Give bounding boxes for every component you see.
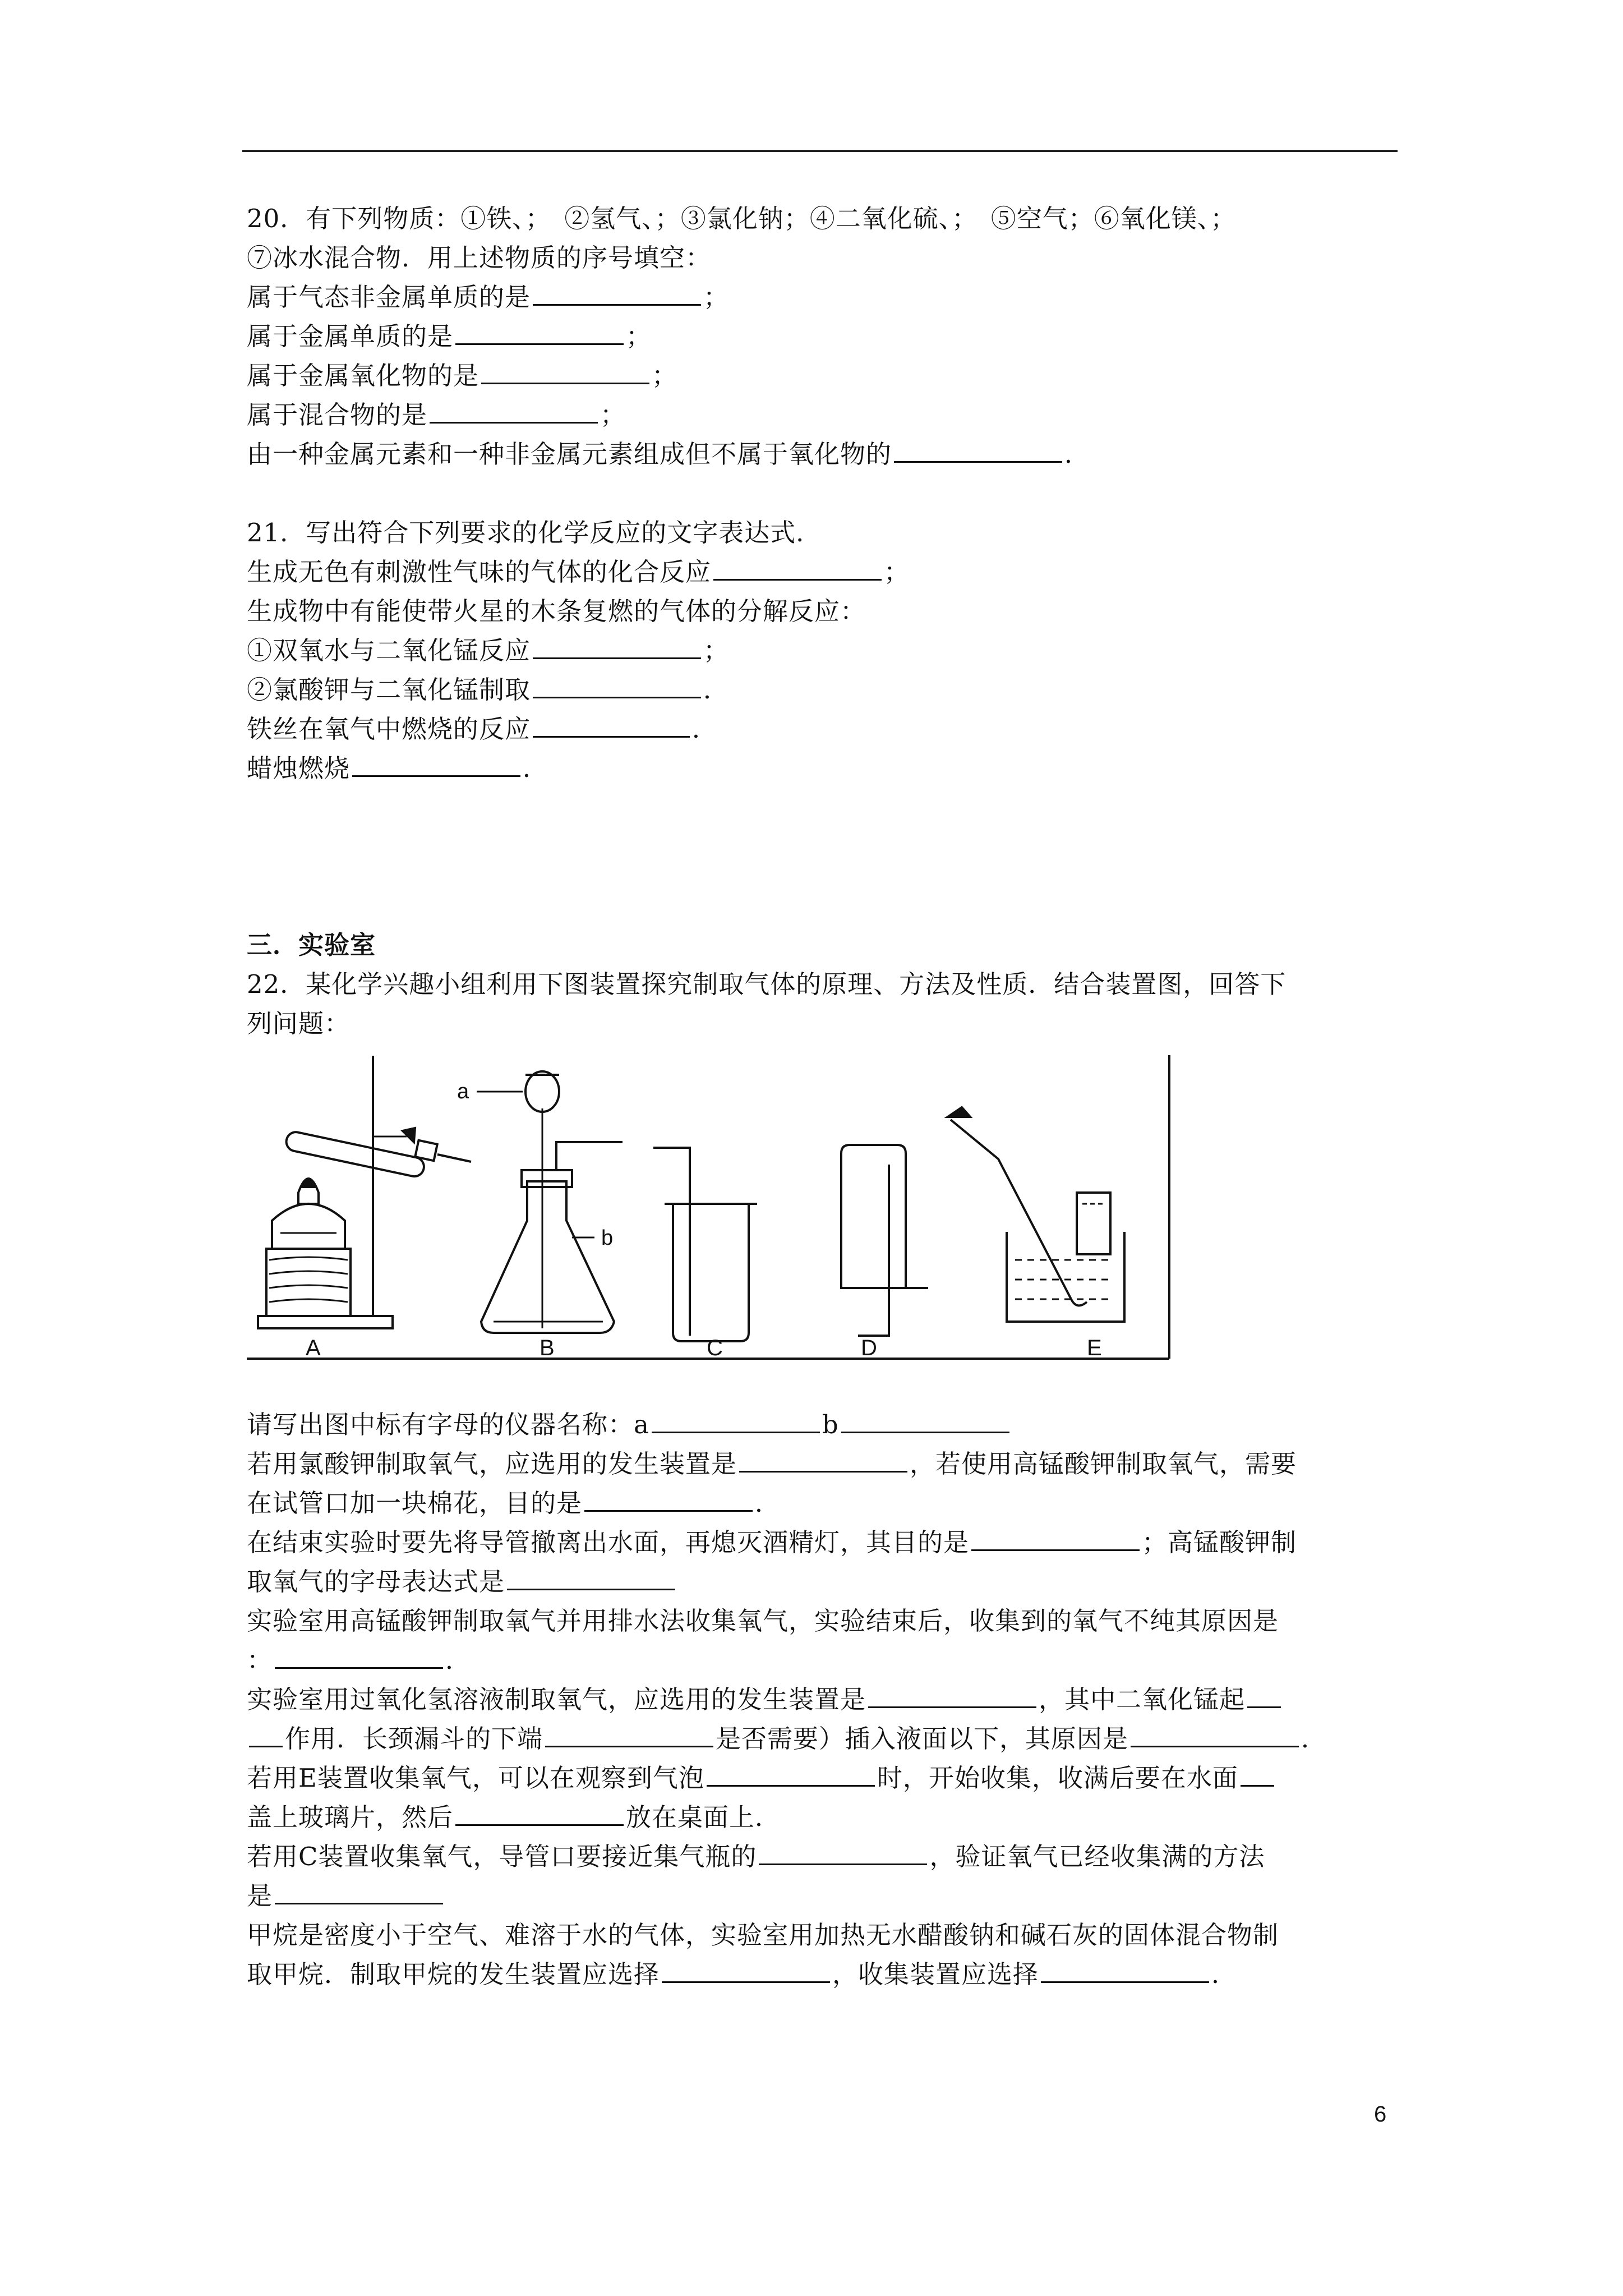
- q22-line-expression: [247, 1565, 677, 1599]
- q20-line-mixture: 属于混合物的是 ；: [247, 398, 626, 432]
- q22-text: 是否需要）插入液面以下，其原因是: [716, 1724, 1129, 1754]
- q22-text: 请写出图中标有字母的仪器名称：a: [247, 1410, 649, 1439]
- answer-blank[interactable]: [249, 1722, 283, 1747]
- q21-line6: 蜡烛燃烧 ．: [247, 752, 548, 785]
- q22-line-chlorate: [247, 1447, 1297, 1481]
- answer-blank[interactable]: [455, 1801, 624, 1826]
- answer-blank[interactable]: [971, 1526, 1140, 1551]
- answer-blank[interactable]: [481, 359, 649, 384]
- q22-line-instrument-names: [247, 1408, 1012, 1442]
- q20-text: 属于金属单质的是: [247, 321, 454, 351]
- answer-blank[interactable]: [533, 712, 690, 738]
- apparatus-D: [841, 1145, 928, 1336]
- q22-intro-line2: 列问题：: [247, 1009, 351, 1038]
- answer-blank[interactable]: [533, 634, 701, 659]
- q22-text: ：: [247, 1645, 273, 1675]
- q21-line2: 生成物中有能使带火星的木条复燃的气体的分解反应：: [247, 596, 866, 626]
- apparatus-A: [258, 1056, 471, 1328]
- answer-blank-b[interactable]: [841, 1408, 1009, 1433]
- q22-text: 若用C装置收集氧气，导管口要接近集气瓶的: [247, 1842, 757, 1871]
- q22-intro-line1: 22．某化学兴趣小组利用下图装置探究制取气体的原理、方法及性质．结合装置图，回答下: [247, 969, 1287, 999]
- label-a: a: [457, 1080, 469, 1103]
- q20-text: 属于金属氧化物的是: [247, 361, 479, 390]
- q22-line-cotton: 在试管口加一块棉花，目的是 ．: [247, 1487, 781, 1520]
- q22-text: 在结束实验时要先将导管撤离出水面，再熄灭酒精灯，其目的是: [247, 1527, 970, 1557]
- q22-text: ，其中二氧化锰起: [1039, 1685, 1246, 1714]
- stand-base: [258, 1316, 393, 1328]
- answer-blank[interactable]: [455, 320, 624, 345]
- wood-grain: [269, 1257, 348, 1302]
- conical-flask: [481, 1181, 614, 1333]
- answer-blank[interactable]: [894, 438, 1062, 463]
- q21-line3: ①双氧水与二氧化锰反应 ；: [247, 634, 729, 668]
- answer-blank-a[interactable]: [652, 1408, 820, 1433]
- label-E: E: [1087, 1336, 1102, 1360]
- stopper: [415, 1140, 437, 1161]
- apparatus-E: [948, 1107, 1124, 1322]
- q20-line-salt: 由一种金属元素和一种非金属元素组成但不属于氧化物的 ．: [247, 438, 1090, 471]
- label-C: C: [707, 1336, 723, 1360]
- answer-blank[interactable]: [533, 673, 701, 698]
- q22-line-device-e: [247, 1761, 1276, 1795]
- q22-text: ，收集装置应选择: [832, 1959, 1039, 1989]
- q22-line-glass-plate: [247, 1801, 781, 1834]
- alcohol-lamp-body: [272, 1204, 345, 1249]
- gas-outlet-tube: [556, 1142, 623, 1170]
- q21-intro: 21．写出符合下列要求的化学反应的文字表达式．: [247, 518, 822, 547]
- q21-line1: 生成无色有刺激性气味的气体的化合反应 ；: [247, 555, 910, 589]
- delivery-tube-e: [951, 1120, 1087, 1305]
- q22-text: 作用．长颈漏斗的下端: [285, 1724, 543, 1754]
- inverted-jar: [841, 1145, 906, 1288]
- header-rule: [242, 150, 1398, 152]
- answer-blank[interactable]: [713, 555, 882, 581]
- q20-intro-line1: 20．有下列物质：①铁、； ②氢气、；③氯化钠；④二氧化硫、； ⑤空气；⑥氧化镁、；: [247, 204, 1237, 233]
- delivery-tube: [858, 1165, 889, 1336]
- answer-blank[interactable]: [352, 752, 520, 777]
- answer-blank[interactable]: [1247, 1683, 1281, 1708]
- answer-blank[interactable]: [430, 398, 598, 424]
- q22-text: 放在桌面上．: [626, 1802, 781, 1832]
- answer-blank[interactable]: [533, 280, 701, 306]
- answer-blank[interactable]: [275, 1644, 443, 1669]
- q22-line-peroxide: [247, 1683, 1283, 1717]
- gas-jar: [673, 1204, 749, 1341]
- answer-blank[interactable]: [739, 1447, 907, 1473]
- answer-blank[interactable]: [545, 1722, 713, 1747]
- page-number: 6: [1374, 2102, 1387, 2127]
- delivery-tube-stub: [437, 1154, 471, 1162]
- q22-line-impure: 实验室用高锰酸钾制取氧气并用排水法收集氧气，实验结束后，收集到的氧气不纯其原因是: [247, 1606, 1279, 1636]
- answer-blank[interactable]: [759, 1840, 927, 1865]
- label-D: D: [861, 1336, 877, 1360]
- q22-text: 在试管口加一块棉花，目的是: [247, 1488, 583, 1518]
- apparatus-C: [653, 1148, 757, 1341]
- q21-line5: 铁丝在氧气中燃烧的反应 ．: [247, 712, 718, 746]
- apparatus-B: [457, 1071, 623, 1333]
- q21-text: ①双氧水与二氧化锰反应: [247, 636, 531, 665]
- tube-connector: [948, 1107, 970, 1117]
- label-A: A: [306, 1336, 321, 1360]
- answer-blank[interactable]: [584, 1487, 753, 1512]
- q21-text: 生成无色有刺激性气味的气体的化合反应: [247, 557, 712, 587]
- q22-line-impure-answer: ： ．: [247, 1644, 471, 1677]
- q22-line-end-experiment: [247, 1526, 1297, 1559]
- q20-text: 由一种金属元素和一种非金属元素组成但不属于氧化物的: [247, 439, 892, 469]
- q22-text: 盖上玻璃片，然后: [247, 1802, 454, 1832]
- water-trough: [1007, 1232, 1124, 1322]
- q20-line-metal: 属于金属单质的是 ；: [247, 320, 652, 353]
- q22-line-methane-devices: 取甲烷．制取甲烷的发生装置应选择 ，收集装置应选择 ．: [247, 1958, 1237, 1991]
- q21-text: 蜡烛燃烧: [247, 753, 351, 783]
- answer-blank[interactable]: [507, 1565, 675, 1590]
- answer-blank[interactable]: [1241, 1761, 1274, 1787]
- q22-text: ，若使用高锰酸钾制取氧气，需要: [910, 1449, 1297, 1479]
- rubber-stopper: [522, 1170, 572, 1187]
- q22-text: 若用氯酸钾制取氧气，应选用的发生装置是: [247, 1449, 737, 1479]
- q22-text: 实验室用过氧化氢溶液制取氧气，应选用的发生装置是: [247, 1685, 866, 1714]
- q22-text: 是: [247, 1881, 273, 1911]
- q22-line-verify: [247, 1879, 445, 1913]
- answer-blank[interactable]: [1041, 1958, 1209, 1983]
- q22-line-funnel: 作用．长颈漏斗的下端 是否需要）插入液面以下，其原因是 ．: [247, 1722, 1327, 1756]
- answer-blank[interactable]: [1131, 1722, 1299, 1747]
- q20-line-metal-oxide: 属于金属氧化物的是 ；: [247, 359, 677, 393]
- test-tube: [284, 1130, 426, 1178]
- q22-text: ；高锰酸钾制: [1142, 1527, 1297, 1557]
- answer-blank[interactable]: [662, 1958, 830, 1983]
- section-heading: 三．实验室: [247, 930, 376, 960]
- answer-blank[interactable]: [868, 1683, 1036, 1708]
- q20-text: 属于混合物的是: [247, 400, 428, 430]
- trough-water: [1015, 1260, 1113, 1299]
- tube-into-jar: [653, 1148, 690, 1336]
- q22-line-device-c: [247, 1840, 1265, 1874]
- q20-text: 属于气态非金属单质的是: [247, 282, 531, 312]
- funnel-bulb: [525, 1071, 559, 1112]
- q22-text: ，验证氧气已经收集满的方法: [929, 1842, 1265, 1871]
- clamp: [403, 1128, 415, 1142]
- q22-line-methane: 甲烷是密度小于空气、难溶于水的气体，实验室用加热无水醋酸钠和碱石灰的固体混合物制: [247, 1920, 1279, 1950]
- collecting-bottle: [1077, 1193, 1110, 1254]
- answer-blank[interactable]: [275, 1879, 443, 1904]
- q22-text: b: [822, 1410, 839, 1439]
- q22-text: 取甲烷．制取甲烷的发生装置应选择: [247, 1959, 660, 1989]
- answer-blank[interactable]: [707, 1761, 875, 1787]
- q20-line-gaseous-nonmetal: 属于气态非金属单质的是 ；: [247, 280, 729, 314]
- label-B: B: [540, 1336, 555, 1360]
- q21-text: ②氯酸钾与二氧化锰制取: [247, 675, 531, 705]
- apparatus-figure: [247, 1052, 1173, 1363]
- q22-text: 时，开始收集，收满后要在水面: [877, 1763, 1238, 1793]
- q21-line4: ②氯酸钾与二氧化锰制取 ．: [247, 673, 729, 707]
- q20-intro-line2: ⑦冰水混合物．用上述物质的序号填空：: [247, 243, 712, 273]
- label-b: b: [601, 1226, 614, 1250]
- q21-text: 铁丝在氧气中燃烧的反应: [247, 714, 531, 744]
- q22-text: 若用E装置收集氧气，可以在观察到气泡: [247, 1763, 704, 1793]
- q22-text: 取氧气的字母表达式是: [247, 1567, 505, 1596]
